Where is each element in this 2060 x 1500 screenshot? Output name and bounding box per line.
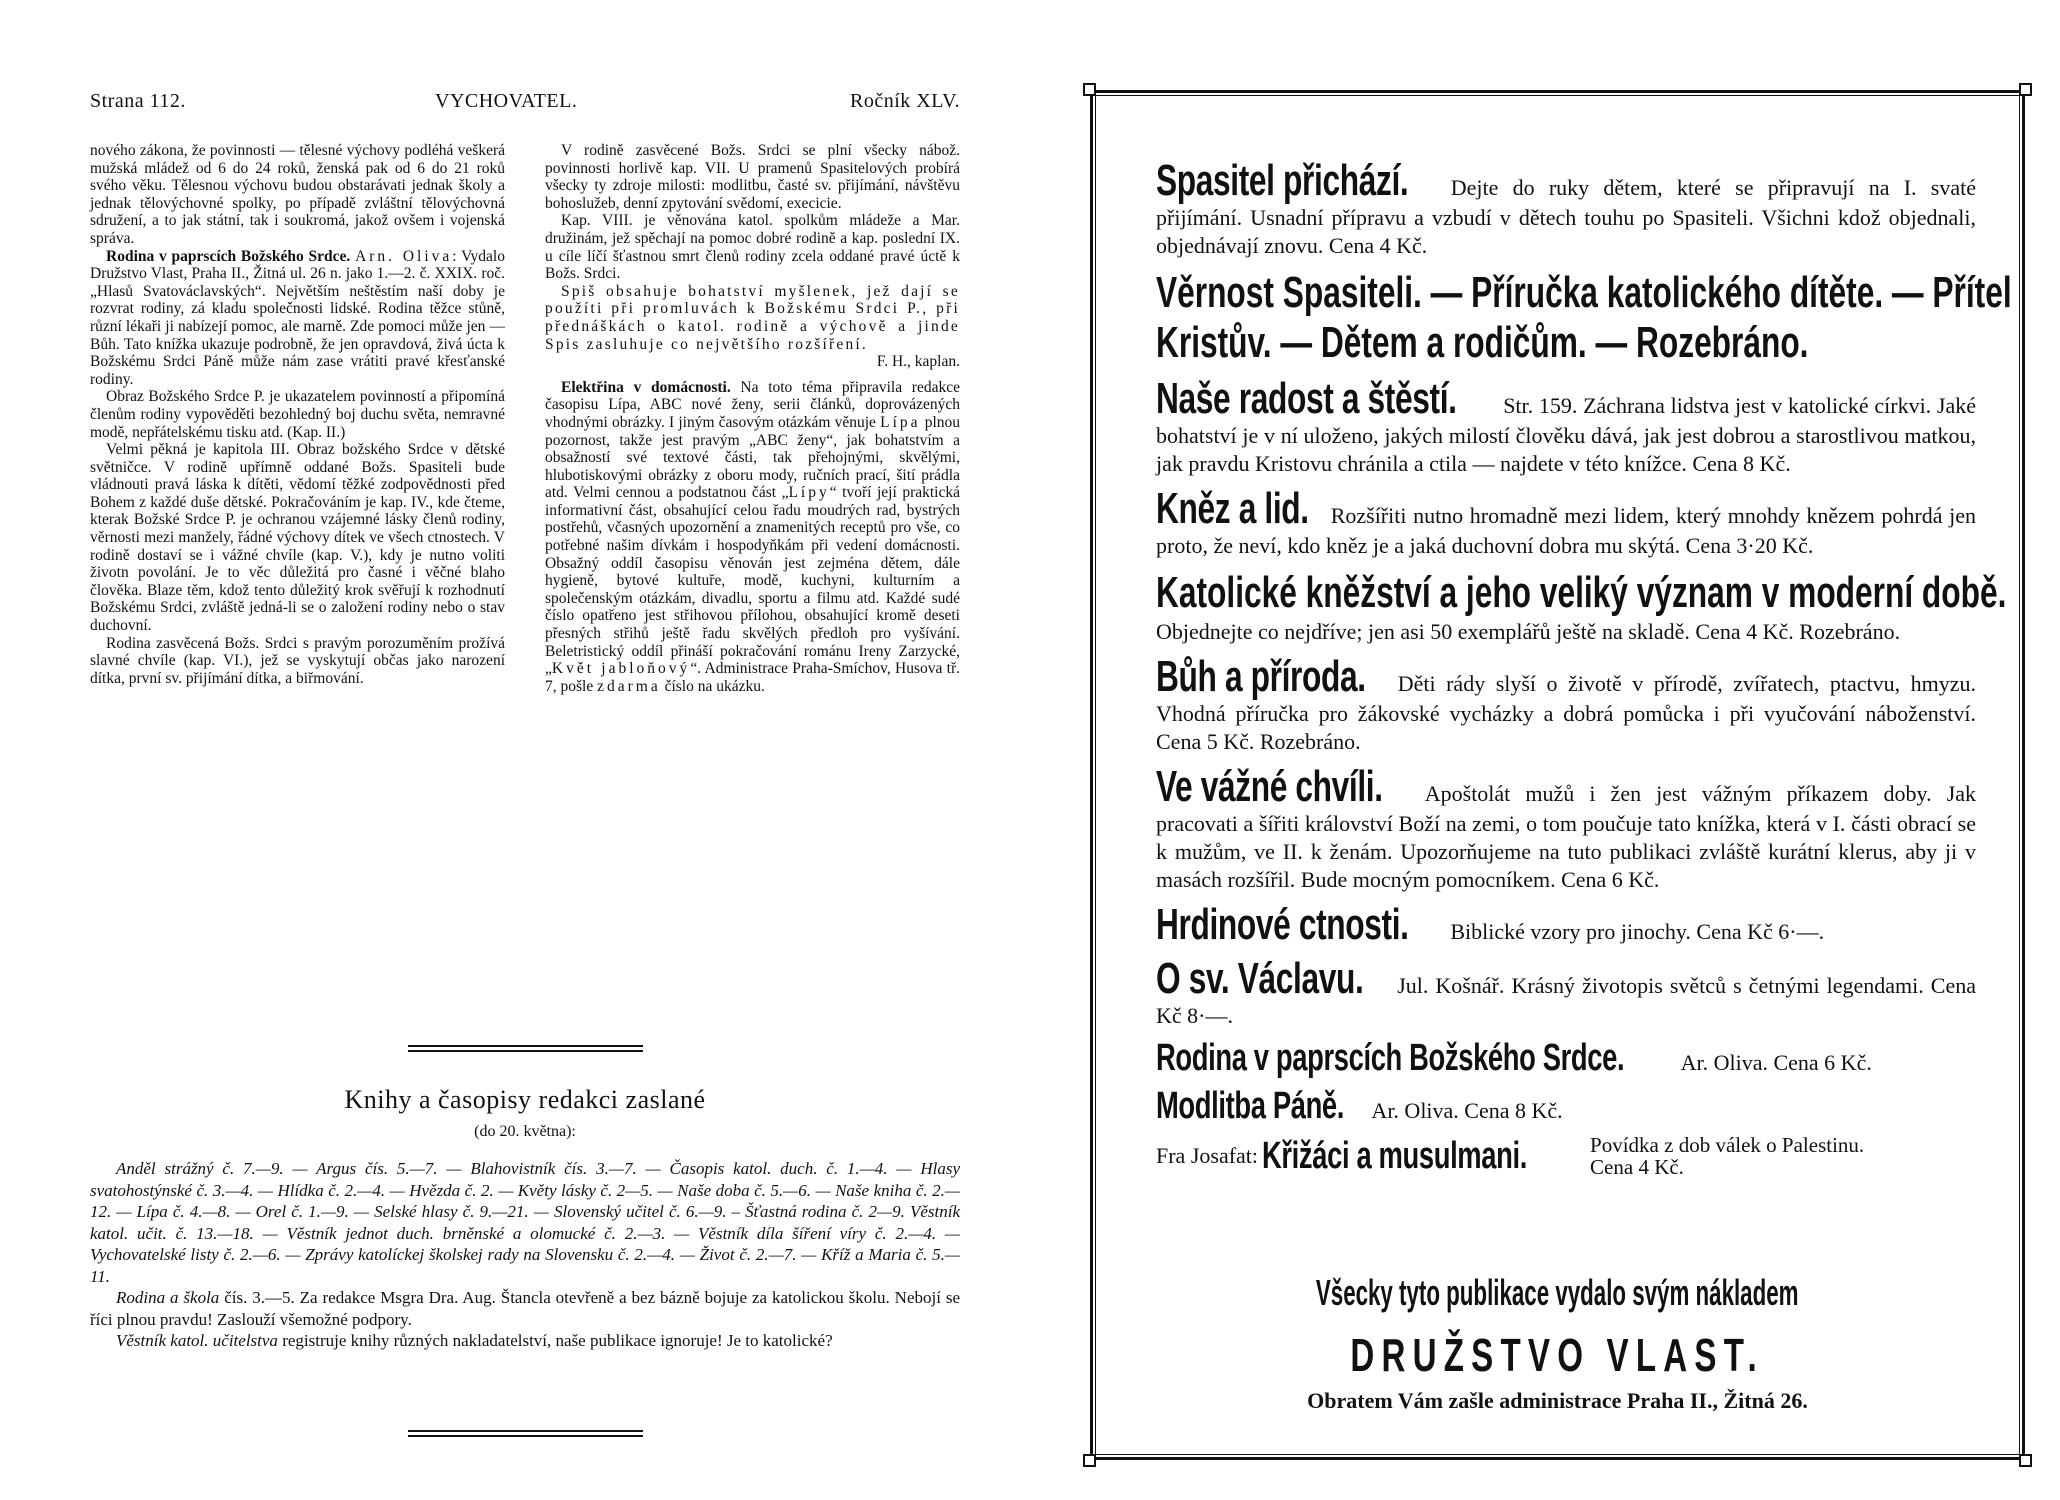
page-number: Strana 112. — [90, 90, 186, 112]
ad-text: Str. 159. Záchrana lidstva jest v katolické církvi. Jaké bohatství je v ní uloženo, jakých milostí člověku dává, jak jest dobrou a starostlivou matkou, jak pravdu Kristovu chránila a ctila — najdete v této knížce. Cena 8 Kč. — [1156, 393, 1976, 476]
publisher-name — [1090, 1328, 2025, 1382]
ad-title: Ve vážné chvíli. — [1156, 762, 1383, 811]
paragraph — [90, 1330, 960, 1352]
paragraph: nového zákona, že povinnosti — tělesné výchovy podléhá veškerá mužská mládež od 6 do 24 roků, ženská pak od 6 do 21 roků svého věku. Tělesnou výchovu budou obstarávati jednak školy a jednak tělovýchovné spolky, po případě zvláštní tělovýchovná sdružení, a to jak státní, tak i soukromá, jakož ovšem i vojenská správa. — [90, 142, 505, 247]
text: “. Administrace Praha-Smíchov, Husova tř. 7, pošle — [545, 660, 960, 695]
text: Květ jabloňový — [551, 660, 691, 678]
ad-text: Apoštolát mužů i žen jest vážným příkazem doby. Jak pracovati a šířiti království Boží na zemi, o tom poučuje tato knížka, která v I. části obrací se k mužům, ve II. k ženám. Upozorňujeme na tuto publikaci zvláště kurátní klerus, aby ji v masách rozšířil. Bude mocným pomocníkem. Cena 6 Kč. — [1156, 781, 1976, 892]
text-column-right — [545, 142, 960, 695]
article-paragraph — [545, 379, 960, 696]
text: Na toto téma připravila redakce časopisu Lípa, ABC nové ženy, serii článků, doprovázených vhodnými obrázky. I jiným časovým otázkám věnuje — [545, 378, 960, 431]
ad-item — [1156, 376, 1976, 478]
left-page — [90, 90, 960, 1470]
ad-title: Hrdinové ctnosti. — [1156, 900, 1409, 949]
ad-item — [1156, 654, 1976, 756]
paragraph: Velmi pěkná je kapitola III. Obraz božského Srdce v dětské světničce. V rodině upřímně oddané Božs. Spasiteli bude vládnouti pravá láska k dítěti, vědomí těžké zodpovědnosti před Bohem z každé duše dětské. Pokračováním je kap. IV., kde čteme, kterak Božské Srdce P. je ochranou vzájemné lásky členů rodiny, věrnosti mezi manžely, řádné výchovy dítek ve všech ctnostech. V rodině dostaví se i vážné chvíle (kap. V.), kdy je nutno voliti životn povolání. Je to věc důležitá pro časné i věčné blaho člověka. Blaze těm, kdož tento důležitý krok svěřují k rozhodnutí Božskému Srdci, zvláště jedná-li se o založení rodiny nebo o stav duchovní. — [90, 441, 505, 635]
ad-title: Křižáci a musulmani. — [1262, 1135, 1528, 1177]
ad-text: Ar. Oliva. Cena 8 Kč. — [1367, 1098, 1563, 1123]
frame-corner — [2019, 1454, 2032, 1467]
ad-item — [1156, 568, 2007, 646]
running-head — [90, 90, 960, 124]
text: Povídka z dob válek o Palestinu. — [1590, 1133, 1865, 1157]
ad-text: Objednejte co nejdříve; jen asi 50 exemplářů ještě na skladě. Cena 4 Kč. Rozebráno. — [1156, 619, 1901, 644]
ad-text: Ar. Oliva. Cena 6 Kč. — [1676, 1050, 1872, 1075]
books-list — [90, 1158, 960, 1352]
ad-text: Biblické vzory pro jinochy. Cena Kč 6·—. — [1444, 919, 1825, 944]
ad-item — [1156, 1038, 1976, 1078]
ad-item — [1156, 764, 1976, 894]
ad-text: Dejte do ruky dětem, které se připravují na I. svaté přijímání. Usnadní přípravu a vzbudí v dětech touhu po Spasiteli. Všichni kdož objednali, objednávají znovu. Cena 4 Kč. — [1156, 175, 1976, 258]
paragraph: V rodině zasvěcené Božs. Srdci se plní všecky nábož. povinnosti horlivě kap. VII. U pramenů Spasitelových probírá všecky ty zdroje milosti: modlitbu, časté sv. přijímání, návštěvu bohoslužeb, denní zpytování svědomí, execicie. — [545, 142, 960, 212]
section-title: Knihy a časopisy redakci zaslané — [344, 1085, 706, 1114]
text: registruje knihy různých nakladatelství, naše publikace ignoruje! Je to katolické? — [277, 1331, 833, 1350]
paragraph: Obraz Božského Srdce P. je ukazatelem povinností a připomíná členům rodiny vypověděti bezohledný boj duchu světa, nemravné modě, nepřátelskému tisku atd. (Kap. II.) — [90, 388, 505, 441]
ad-text: Rozšířiti nutno hromadně mezi lidem, který mnohdy knězem pohrdá jen proto, že neví, kdo kněz je a jaká duchovní dobra mu skýtá. Cena 3·20 Kč. — [1156, 503, 1976, 558]
section-subtitle: (do 20. května): — [474, 1123, 576, 1140]
review-text: : Vydalo Družstvo Vlast, Praha II., Žitná ul. 26 n. jako 1.—2. č. XXIX. roč. „Hlasů Svatováclavských“. Největším neštěstím naší doby je rozvrat rodiny, zá kladu společnosti lidské. Rodina těžce stůně, různí lékaři ji nabízejí pomoc, ale marně. Zde pomoci může jen — Bůh. Tato knížka ukazuje podrobně, že jen opravdová, živá úcta k Božskému Srdci Páně může nám zase vrátiti pravé křesťanské rodiny. — [90, 247, 505, 388]
text: plnou pozornost, takže jest pravým „ABC ženy“, jak bohatstvím a obsažností své textové části, tak přehojnými, skvělými, hlubotiskovými obrázky z oboru mody, ručních prací, šití prádla atd. Velmi cennou a podstatnou část „ — [545, 413, 960, 502]
ad-text: Děti rády slyší o životě v přírodě, zvířatech, ptactvu, hmyzu. Vhodná příručka pro žákovské vycházky a dobrá pomůcka i při vyučování náboženství. Cena 5 Kč. Rozebráno. — [1156, 671, 1976, 754]
ad-item — [1156, 902, 1976, 948]
paragraph — [90, 1287, 960, 1330]
periodicals-list: Anděl strážný č. 7.—9. — Argus čís. 5.—7. — Blahovistník čís. 3.—7. — Časopis katol. duch. č. 1.—4. — Hlasy svatohostýnské č. 3.—4. — Hlídka č. 2.—4. — Hvězda č. 2. — Květy lásky č. 2—5. — Naše doba č. 5.—6. — Naše kniha č. 2.—12. — Lípa č. 4.—8. — Orel č. 1.—9. — Selské hlasy č. 9.—21. — Slovenský učitel č. 6.—9. – Šťastná rodina č. 2—9. Věstník katol. učit. č. 13.—18. — Věstník jednot duch. brněnské a olomucké č. 2.—3. — Věstník díla šíření víry č. 2.—4. — Vychovatelské listy č. 2.—6. — Zprávy katolíckej školskej rady na Slovensku č. 2.—4. — Život č. 2.—7. — Kříž a Maria č. 5.—11. — [90, 1159, 960, 1286]
ad-author: Fra Josafat: — [1156, 1143, 1259, 1168]
ad-title: Katolické kněžství a jeho veliký význam v moderní době. — [1156, 568, 2007, 617]
ad-item — [1156, 158, 1976, 260]
text: číslo na ukázku. — [660, 677, 765, 695]
ad-item — [1156, 1086, 1976, 1126]
ad-item — [1156, 956, 1976, 1030]
ad-title: O sv. Václavu. — [1156, 954, 1364, 1003]
text: Všecky tyto publikace vydalo svým nákladem — [1316, 1272, 1799, 1313]
ad-text: Jul. Košnář. Krásný životopis světců s četnými legendami. Cena Kč 8·—. — [1156, 973, 1976, 1028]
text: Lípy — [788, 484, 830, 502]
ad-title: Naše radost a štěstí. — [1156, 374, 1457, 423]
journal-title: VYCHOVATEL. — [435, 90, 578, 112]
review-title: Rodina v paprscích Božského Srdce. — [106, 247, 351, 265]
signature: F. H., kaplan. — [876, 353, 960, 371]
review-author: Arn. Oliva — [355, 247, 453, 265]
advertisement-page — [1090, 90, 2025, 1460]
publisher-line — [1090, 1272, 2025, 1314]
frame-corner — [1083, 83, 1096, 96]
frame-corner — [1083, 1454, 1096, 1467]
ad-item — [1156, 486, 1976, 560]
divider-rule — [408, 1045, 643, 1055]
text-column-left — [90, 142, 505, 687]
ad-text — [1590, 1134, 1864, 1178]
ad-title: Modlitba Páně. — [1156, 1085, 1345, 1127]
volume-number: Ročník XLV. — [850, 90, 960, 112]
paragraph: Kap. VIII. je věnována katol. spolkům mládeže a Mar. družinám, jež spěchají na pomoc dobré rodině a kap. poslední IX. u cíle líčí šťastnou smrt členů rodiny zcela oddané pravé úctě k Božs. Srdci. — [545, 212, 960, 283]
publisher-address: Obratem Vám zašle administrace Praha II., Žitná 26. — [1307, 1388, 1808, 1413]
text: Lípa — [880, 413, 921, 431]
text: čís. 3.—5. Za redakce Msgra Dra. Aug. Štancla otevřeně a bez bázně bojuje za katolickou školu. Nebojí se říci plnou pravdu! Zaslouží všemožné podpory. — [90, 1288, 960, 1329]
text: zdarma — [597, 677, 661, 695]
ad-title: Spasitel přichází. — [1156, 156, 1409, 205]
divider-rule — [408, 1430, 643, 1440]
text: Věstník katol. učitelstva — [116, 1331, 278, 1350]
ad-item — [1156, 1134, 1976, 1178]
article-title: Elektřina v domácnosti. — [561, 378, 731, 396]
text: Cena 4 Kč. — [1590, 1155, 1684, 1179]
ad-title: Věrnost Spasiteli. — Příručka katolického dítěte. — Přítel — [1156, 268, 2012, 317]
paragraph: Rodina zasvěcená Božs. Srdci s pravým porozuměním prožívá slavné chvíle (kap. VI.), jež se vyskytují občas jako narození dítka, první sv. přijímání dítka, a biřmování. — [90, 634, 505, 687]
text: Rodina a škola — [116, 1288, 220, 1307]
review-paragraph — [90, 248, 505, 389]
ad-item — [1156, 268, 2012, 368]
ad-title: Kněz a lid. — [1156, 484, 1309, 533]
frame-corner — [2019, 83, 2032, 96]
ad-title: Rodina v paprscích Božského Srdce. — [1156, 1037, 1625, 1079]
text: DRUŽSTVO VLAST. — [1350, 1329, 1765, 1381]
ads-list — [1156, 156, 2012, 1179]
ad-title: Kristův. — Dětem a rodičům. — Rozebráno. — [1156, 318, 1809, 367]
ad-title: Bůh a příroda. — [1156, 652, 1366, 701]
paragraph: Spiš obsahuje bohatství myšlenek, jež dají se použíti při promluvách k Božskému Srdci P., při přednáškách o katol. rodině a výchově a jinde Spis zasluhuje co největšího rozšíření. — [545, 282, 960, 353]
text: “ tvoří její praktická informativní část, obsahující celou řadu moudrých rad, bystrých postřehů, včasných upozornění a znamenitých receptů pro vše, co potřebné našim dívkám i hospodyňkám při vedení domácnosti. Obsažný oddíl časopisu věnován jest zejména dětem, dále hygieně, bytové kultuře, modě, kuchyni, kulturním a společenským otázkám, divadlu, sportu a filmu atd. Každé sudé číslo opatřeno jest střihovou přílohou, obsahující kromě deseti přesných střihů ještě řadu skvělých předloh pro vyšívání. Beletristický oddíl přináší pokračování románu Ireny Zarzycké, „ — [545, 484, 960, 678]
